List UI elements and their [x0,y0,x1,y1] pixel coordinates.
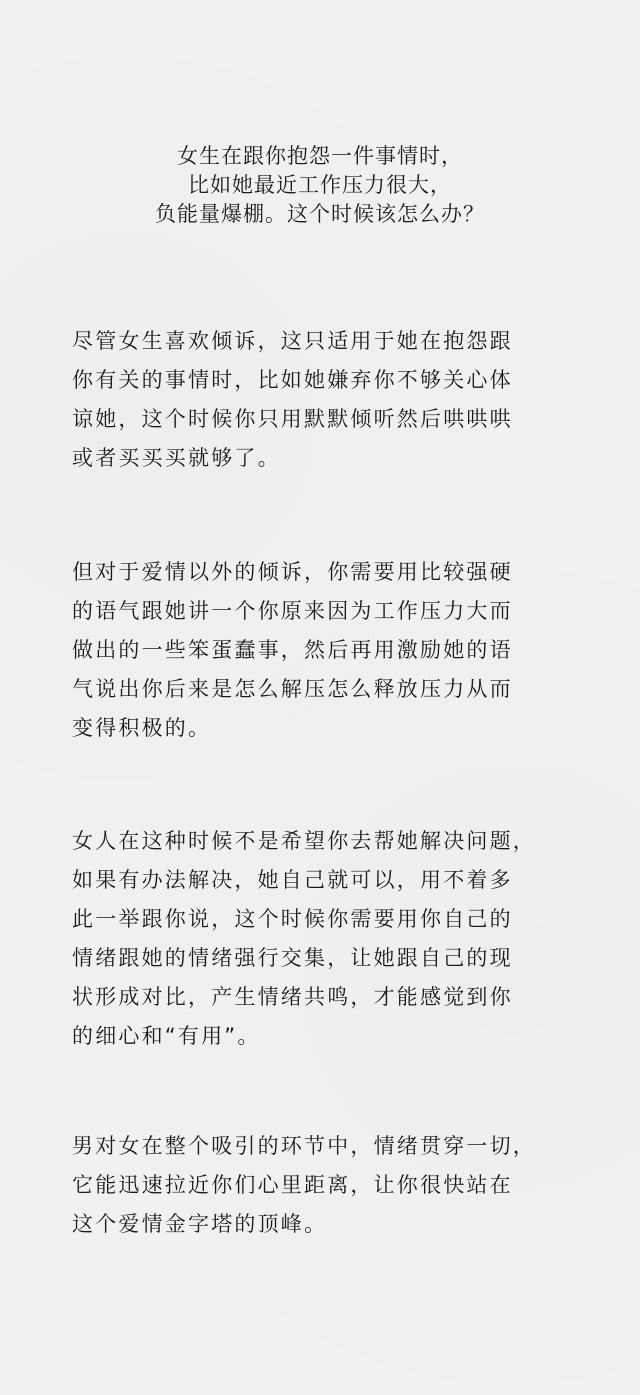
paragraph-line: 变得积极的。 [72,716,212,740]
title-line: 比如她最近工作压力很大， [188,173,452,197]
paragraph-line: 这个爱情金字塔的顶峰。 [72,1212,328,1236]
title-line: 负能量爆棚。这个时候该怎么办？ [155,202,485,226]
paragraph-line: 或者买买买就够了。 [72,446,281,470]
paragraph-3 [72,822,572,1056]
paragraph-line: 它能迅速拉近你们心里距离，让你很快站在 [72,1173,513,1197]
paragraph-line: 状形成对比，产生情绪共鸣，才能感觉到你 [72,985,513,1009]
paragraph-line: 气说出你后来是怎么解压怎么释放压力从而 [72,677,513,701]
paragraph-1 [72,322,572,478]
paragraph-line: 女人在这种时候不是希望你去帮她解决问题， [72,829,536,853]
paragraph-line: 的语气跟她讲一个你原来因为工作压力大而 [72,599,513,623]
paragraph-2 [72,553,572,748]
paragraph-line: 此一举跟你说，这个时候你需要用你自己的 [72,907,513,931]
paragraph-line: 如果有办法解决，她自己就可以，用不着多 [72,868,513,892]
paragraph-line: 谅她，这个时候你只用默默倾听然后哄哄哄 [72,407,513,431]
paragraph-line: 男对女在整个吸引的环节中，情绪贯穿一切， [72,1134,536,1158]
paragraph-line: 但对于爱情以外的倾诉，你需要用比较强硬 [72,560,513,584]
article-title [0,142,640,229]
paragraph-line: 尽管女生喜欢倾诉，这只适用于她在抱怨跟 [72,329,513,353]
paragraph-line: 情绪跟她的情绪强行交集，让她跟自己的现 [72,946,513,970]
paragraph-line: 的细心和“有用”。 [72,1024,261,1048]
title-line: 女生在跟你抱怨一件事情时， [177,144,463,168]
paragraph-4 [72,1127,572,1244]
paragraph-line: 你有关的事情时，比如她嫌弃你不够关心体 [72,368,513,392]
paragraph-line: 做出的一些笨蛋蠢事，然后再用激励她的语 [72,638,513,662]
